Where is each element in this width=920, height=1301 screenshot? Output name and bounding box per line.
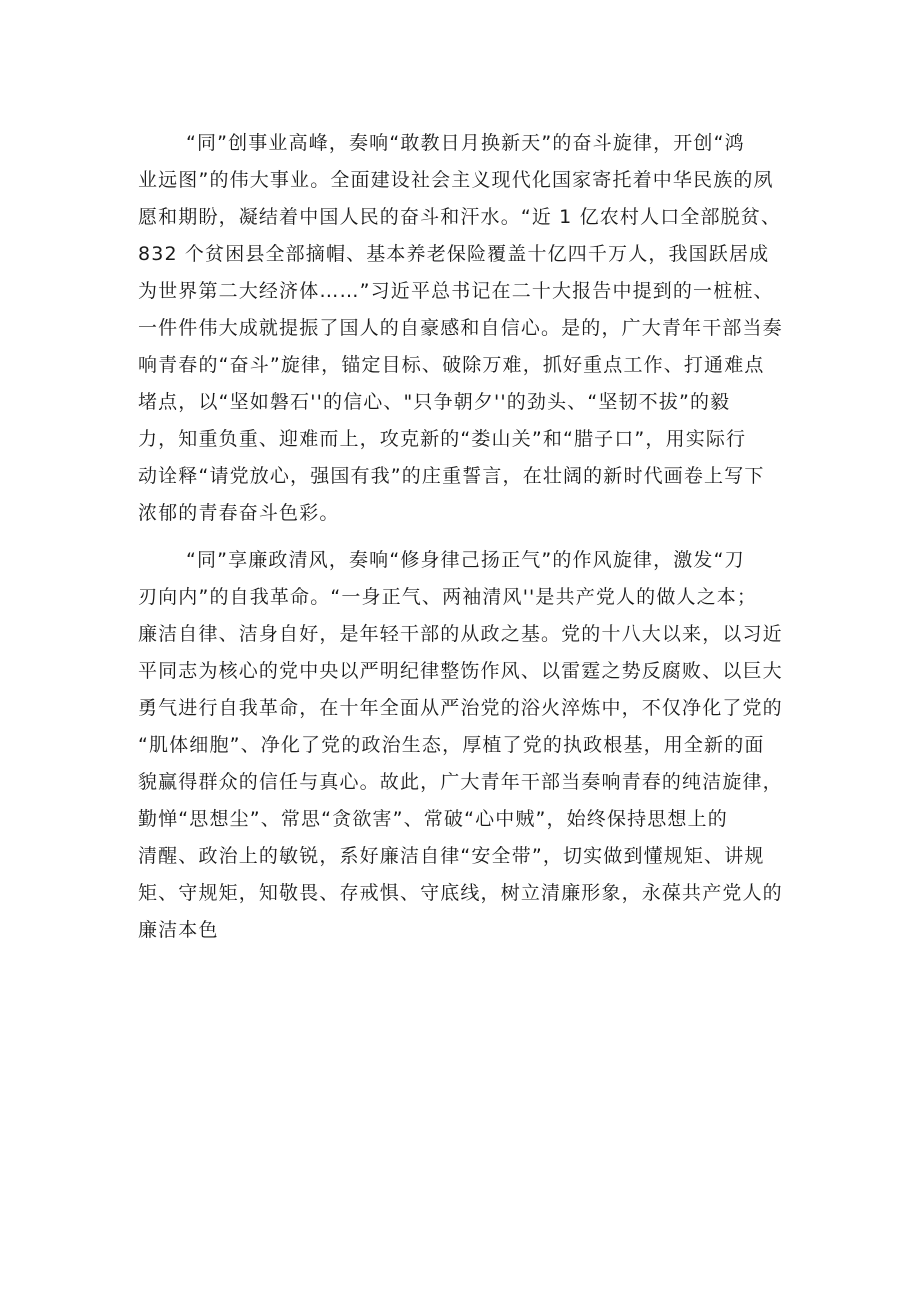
paragraph-line: 廉洁本色 (138, 919, 219, 941)
paragraph-line: 832 个贫困县全部摘帽、基本养老保险覆盖十亿四千万人，我国跃居成 (138, 243, 770, 265)
paragraph-line: 勤惮“思想尘”、常思“贪欲害”、常破“心中贼”，始终保持思想上的 (138, 808, 728, 830)
paragraph-line: 动诠释“请党放心，强国有我”的庄重誓言，在壮阔的新时代画卷上写下 (138, 465, 765, 487)
paragraph-line: 清醒、政治上的敏锐，系好廉洁自律“安全带”，切实做到懂规矩、讲规 (138, 845, 765, 867)
paragraph-line: “同”享廉政清风，奏响“修身律己扬正气”的作风旋律，激发“刀 (186, 549, 745, 571)
paragraph-line: 为世界第二大经济体……”习近平总书记在二十大报告中提到的一桩桩、 (138, 280, 774, 302)
paragraph-line: 勇气进行自我革命，在十年全面从严治党的浴火淬炼中，不仅净化了党的 (138, 697, 783, 719)
paragraph-line: 廉洁自律、洁身自好，是年轻干部的从政之基。党的十八大以来，以习近 (138, 623, 783, 645)
paragraph-line: 愿和期盼，凝结着中国人民的奋斗和汗水。“近 1 亿农村人口全部脱贫、 (138, 206, 782, 228)
paragraph-line: 力，知重负重、迎难而上，攻克新的“娄山关”和“腊子口”，用实际行 (138, 428, 747, 450)
paragraph-line: 平同志为核心的党中央以严明纪律整饬作风、以雷霆之势反腐败、以巨大 (138, 660, 783, 682)
paragraph-line: 刃向内”的自我革命。“一身正气、两袖清风''是共产党人的做人之本； (138, 586, 758, 608)
paragraph-line: “同”创事业高峰，奏响“敢教日月换新天”的奋斗旋律，开创“鸿 (186, 132, 745, 154)
paragraph-line: 一件件伟大成就提振了国人的自豪感和自信心。是的，广大青年干部当奏 (138, 317, 783, 339)
paragraph-line: 矩、守规矩，知敬畏、存戒惧、守底线，树立清廉形象，永葆共产党人的 (138, 882, 783, 904)
paragraph-line: 堵点，以“坚如磐石''的信心、"只争朝夕''的劲头、“坚韧不拔”的毅 (138, 391, 731, 413)
paragraph-line: “肌体细胞”、净化了党的政治生态，厚植了党的执政根基，用全新的面 (138, 734, 765, 756)
paragraph-line: 响青春的“奋斗”旋律，锚定目标、破除万难，抓好重点工作、打通难点 (138, 354, 765, 376)
paragraph-line: 业远图”的伟大事业。全面建设社会主义现代化国家寄托着中华民族的夙 (138, 169, 774, 191)
paragraph-line: 貌赢得群众的信任与真心。故此，广大青年干部当奏响青春的纯洁旋律， (138, 771, 783, 793)
paragraph-line: 浓郁的青春奋斗色彩。 (138, 502, 340, 524)
